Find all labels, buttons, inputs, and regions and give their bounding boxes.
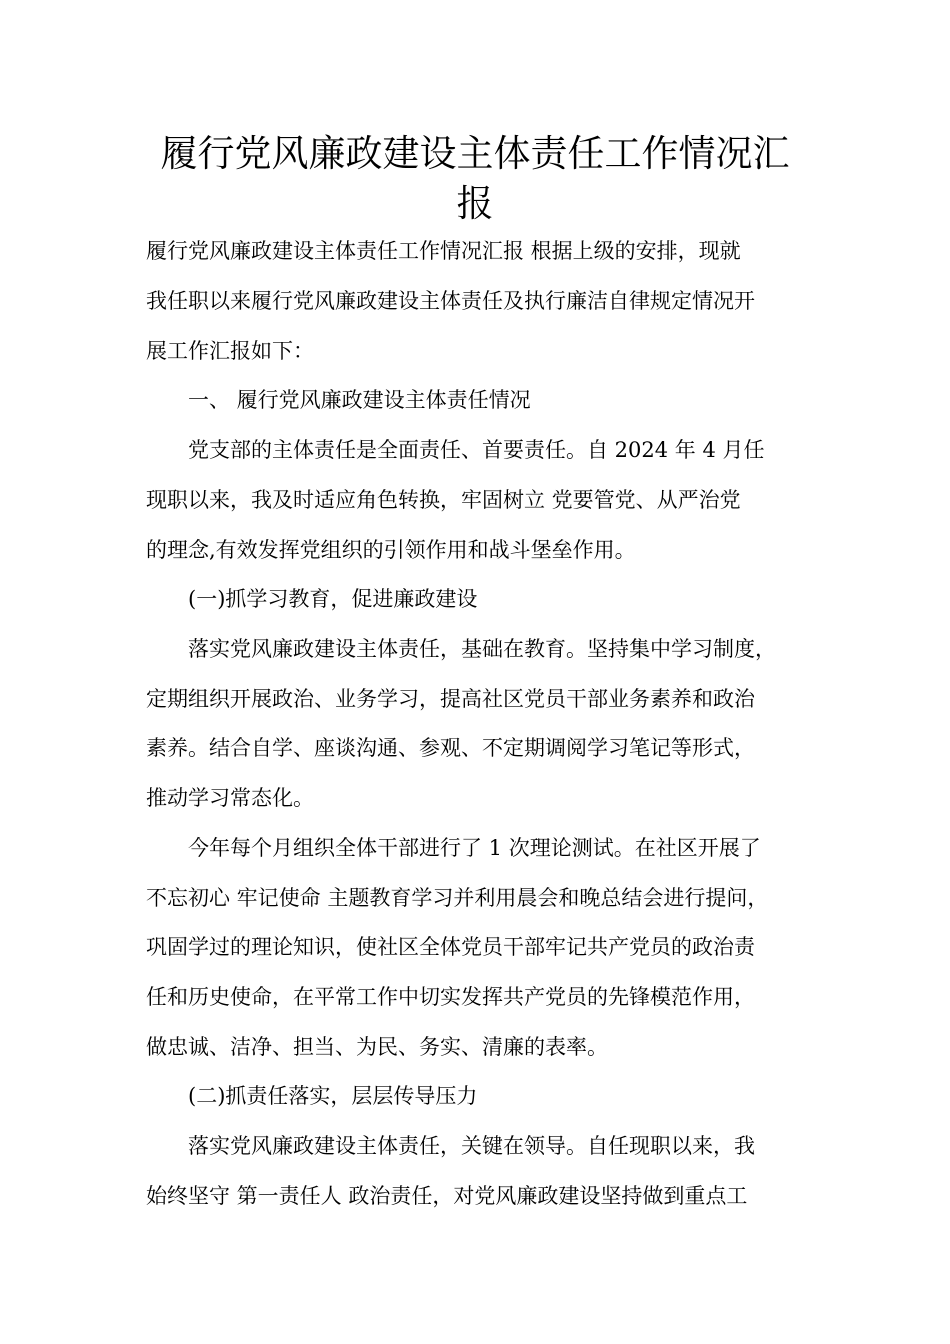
subsection-heading: (一)抓学习教育，促进廉政建设	[146, 587, 478, 611]
section-heading: 一、 履行党风廉政建设主体责任情况	[146, 388, 531, 412]
body-line: 党支部的主体责任是全面责任、首要责任。自 2024 年 4 月任	[146, 438, 765, 462]
body-line: 巩固学过的理论知识，使社区全体党员干部牢记共产党员的政治责	[146, 935, 755, 959]
body-line: 履行党风廉政建设主体责任工作情况汇报 根据上级的安排，现就	[146, 239, 741, 263]
body-line: 素养。结合自学、座谈沟通、参观、不定期调阅学习笔记等形式，	[146, 736, 755, 760]
body-line: 不忘初心 牢记使命 主题教育学习并利用晨会和晚总结会进行提问，	[146, 886, 769, 910]
body-line: 的理念,有效发挥党组织的引领作用和战斗堡垒作用。	[146, 538, 636, 562]
body-line: 现职以来，我及时适应角色转换，牢固树立 党要管党、从严治党	[146, 488, 741, 512]
body-line: 做忠诚、洁净、担当、为民、务实、清廉的表率。	[146, 1035, 608, 1059]
document-title-line-2: 报	[456, 182, 494, 225]
body-line: 推动学习常态化。	[146, 786, 314, 810]
body-line: 落实党风廉政建设主体责任，关键在领导。自任现职以来，我	[146, 1134, 755, 1158]
body-line: 展工作汇报如下：	[146, 339, 314, 363]
subsection-heading: (二)抓责任落实，层层传导压力	[146, 1084, 478, 1108]
body-line: 落实党风廉政建设主体责任，基础在教育。坚持集中学习制度，	[146, 637, 776, 661]
body-line: 定期组织开展政治、业务学习，提高社区党员干部业务素养和政治	[146, 687, 755, 711]
body-line: 任和历史使命，在平常工作中切实发挥共产党员的先锋模范作用，	[146, 985, 755, 1009]
body-line: 我任职以来履行党风廉政建设主体责任及执行廉洁自律规定情况开	[146, 289, 755, 313]
document-title-line-1: 履行党风廉政建设主体责任工作情况汇	[160, 132, 790, 175]
body-line: 今年每个月组织全体干部进行了 1 次理论测试。在社区开展了	[146, 836, 761, 860]
body-line: 始终坚守 第一责任人 政治责任，对党风廉政建设坚持做到重点工	[146, 1184, 748, 1208]
